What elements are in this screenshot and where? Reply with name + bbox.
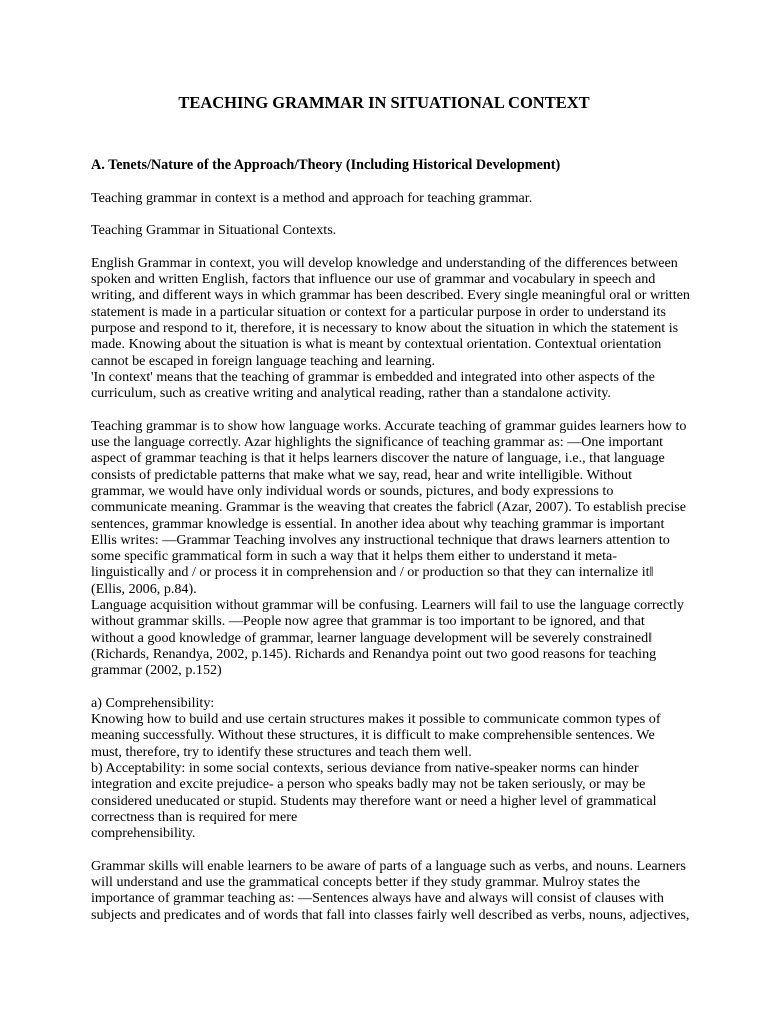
- text-line: without a good knowledge of grammar, learner language development will be severely constrained‖: [91, 629, 653, 646]
- paragraph-spacer: [91, 841, 681, 857]
- text-line: cannot be escaped in foreign language teaching and learning.: [91, 352, 435, 369]
- document-body: [91, 157, 690, 923]
- paragraph: [91, 695, 681, 842]
- text-line: Knowing how to build and use certain structures makes it possible to communicate common types of: [91, 711, 661, 728]
- text-line: spoken and written English, factors that influence our use of grammar and vocabulary in speech and: [91, 271, 656, 288]
- text-line: must, therefore, try to identify these structures and teach them well.: [91, 743, 472, 760]
- paragraph-spacer: [91, 238, 681, 254]
- paragraph: [91, 190, 681, 206]
- text-line: English Grammar in context, you will develop knowledge and understanding of the differences between: [91, 254, 678, 271]
- paragraph-spacer: [91, 401, 681, 417]
- text-line: purpose and respond to it, therefore, it is necessary to know about the situation in which the statement is: [91, 319, 679, 336]
- text-line: (Richards, Renandya, 2002, p.145). Richards and Renandya point out two good reasons for teaching: [91, 645, 657, 662]
- section-heading: A. Tenets/Nature of the Approach/Theory (Including Historical Development): [91, 157, 561, 173]
- document-title: TEACHING GRAMMAR IN SITUATIONAL CONTEXT: [178, 93, 590, 112]
- text-line: considered uneducated or stupid. Students may therefore want or need a higher level of grammatical: [91, 792, 657, 809]
- paragraph-spacer: [91, 173, 681, 189]
- paragraph: [91, 254, 690, 402]
- text-line: writing, and different ways in which grammar has been described. Every single meaningful oral or written: [91, 287, 690, 304]
- text-line: Language acquisition without grammar will be confusing. Learners will fail to use the language correctly: [91, 597, 684, 614]
- text-line: linguistically and / or process it in comprehension and / or production so that they can internalize it‖: [91, 564, 654, 581]
- text-line: importance of grammar teaching as: —Sentences always have and always will consist of clauses with: [91, 890, 664, 907]
- text-line: Teaching grammar in context is a method and approach for teaching grammar.: [91, 189, 533, 206]
- text-line: comprehensibility.: [91, 825, 196, 842]
- text-line: some specific grammatical form in such a way that it helps them either to understand it meta-: [91, 548, 618, 565]
- text-line: 'In context' means that the teaching of grammar is embedded and integrated into other aspects of the: [91, 368, 655, 385]
- text-line: sentences, grammar knowledge is essential. In another idea about why teaching grammar is important: [91, 515, 665, 532]
- text-line: communicate meaning. Grammar is the weaving that creates the fabric‖ (Azar, 2007). To establish precise: [91, 499, 687, 516]
- text-line: Teaching grammar is to show how language works. Accurate teaching of grammar guides learners how to: [91, 417, 687, 434]
- text-line: Teaching Grammar in Situational Contexts.: [91, 222, 337, 239]
- text-line: aspect of grammar teaching is that it helps learners discover the nature of language, i.e., that language: [91, 450, 665, 467]
- text-line: made. Knowing about the situation is what is meant by contextual orientation. Contextual orientation: [91, 336, 662, 353]
- text-line: correctness than is required for mere: [91, 808, 298, 825]
- text-line: Ellis writes: —Grammar Teaching involves any instructional technique that draws learners attention to: [91, 531, 670, 548]
- text-line: curriculum, such as creative writing and analytical reading, rather than a standalone activity.: [91, 385, 611, 402]
- text-line: grammar, we would have only individual words or sounds, pictures, and body expressions to: [91, 482, 614, 499]
- text-line: will understand and use the grammatical concepts better if they study grammar. Mulroy states the: [91, 874, 641, 891]
- text-line: consists of predictable patterns that make what we say, read, hear and write intelligible. Without: [91, 466, 633, 483]
- text-line: (Ellis, 2006, p.84).: [91, 580, 197, 597]
- paragraph: [91, 222, 681, 238]
- text-line: Grammar skills will enable learners to be aware of parts of a language such as verbs, and nouns. Learners: [91, 857, 686, 874]
- text-line: integration and excite prejudice- a person who speaks badly may not be taken seriously, or may be: [91, 776, 646, 793]
- text-line: grammar (2002, p.152): [91, 662, 222, 679]
- text-line: meaning successfully. Without these structures, it is difficult to make comprehensible sentences. We: [91, 727, 655, 744]
- text-line: a) Comprehensibility:: [91, 694, 215, 711]
- paragraph-blocks: [91, 189, 690, 923]
- text-line: without grammar skills. —People now agree that grammar is too important to be ignored, and that: [91, 613, 645, 630]
- text-line: use the language correctly. Azar highlights the significance of teaching grammar as: —One important: [91, 434, 664, 451]
- paragraph-spacer: [91, 679, 681, 695]
- paragraph-spacer: [91, 206, 681, 222]
- text-line: b) Acceptability: in some social contexts, serious deviance from native-speaker norms can hinder: [91, 759, 639, 776]
- text-line: subjects and predicates and of words that fall into classes fairly well described as verbs, nouns, adjectives,: [91, 906, 690, 923]
- paragraph: [91, 857, 690, 923]
- paragraph: [91, 417, 687, 679]
- text-line: statement is made in a particular situation or context for a particular purpose in order to understand its: [91, 303, 666, 320]
